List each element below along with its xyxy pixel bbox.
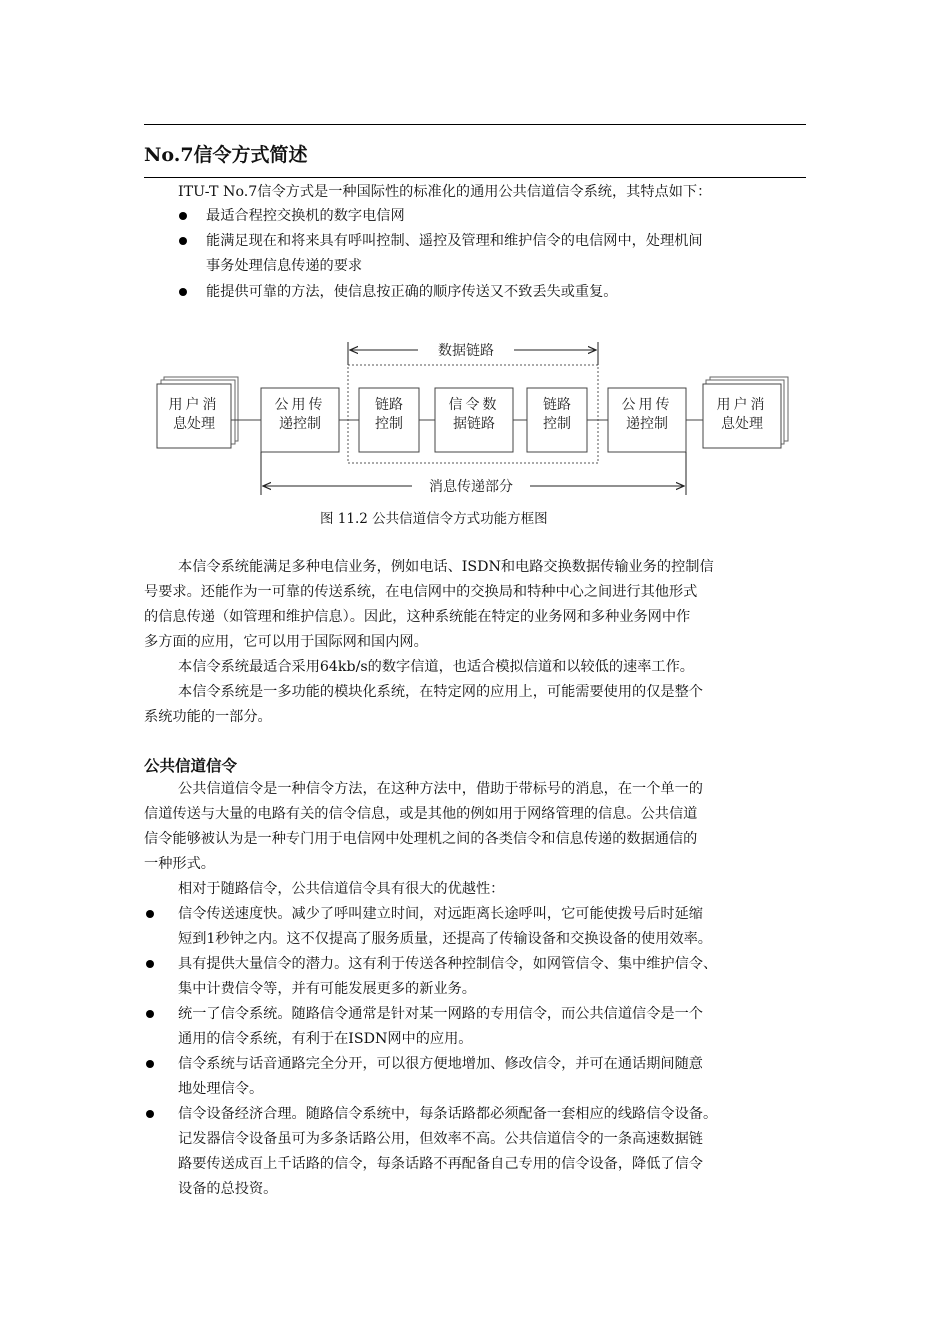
advantage-item-cont: 路要传送成百上千话路的信令，每条话路不再配备自己专用的信令设备，降低了信令: [178, 1156, 703, 1172]
advantage-item: 信令传送速度快。减少了呼叫建立时间，对远距离长途呼叫，它可能使拨号后时延缩: [178, 906, 703, 922]
paragraph-line: 本信令系统能满足多种电信业务，例如电话、ISDN和电路交换数据传输业务的控制信: [178, 559, 714, 575]
advantage-item: 信令设备经济合理。随路信令系统中，每条话路都必须配备一套相应的线路信令设备。: [178, 1106, 718, 1122]
paragraph-line: 多方面的应用，它可以用于国际网和国内网。: [144, 634, 428, 650]
top-rule: [144, 124, 806, 125]
paragraph-line: 系统功能的一部分。: [144, 709, 272, 725]
intro-text: ITU-T No.7信令方式是一种国际性的标准化的通用公共信道信令系统，其特点如下：: [178, 184, 712, 200]
svg-text:控制: 控制: [375, 416, 403, 432]
advantage-item-cont: 地处理信令。: [178, 1081, 264, 1097]
data-link-label: 数据链路: [438, 343, 494, 359]
paragraph-line: 本信令系统最适合采用64kb/s的数字信道，也适合模拟信道和以较低的速率工作。: [178, 659, 694, 675]
bullet-dot: [179, 288, 187, 296]
feature-item: 最适合程控交换机的数字电信网: [206, 208, 405, 224]
bullet-dot: [146, 1060, 154, 1068]
bullet-dot: [146, 1010, 154, 1018]
svg-text:公用传: 公用传: [274, 397, 326, 413]
advantage-item-cont: 记发器信令设备虽可为多条话路公用，但效率不高。公共信道信令的一条高速数据链: [178, 1131, 703, 1147]
feature-item-cont: 事务处理信息传递的要求: [206, 258, 363, 274]
paragraph-line: 一种形式。: [144, 856, 215, 872]
svg-text:公用传: 公用传: [621, 397, 673, 413]
title-rule: [144, 177, 806, 178]
mtp-label: 消息传递部分: [429, 479, 513, 495]
svg-text:息处理: 息处理: [721, 416, 763, 432]
figure-caption: 图 11.2 公共信道信令方式功能方框图: [320, 511, 548, 527]
paragraph-line: 本信令系统是一多功能的模块化系统，在特定网的应用上，可能需要使用的仅是整个: [178, 684, 703, 700]
paragraph-line: 相对于随路信令，公共信道信令具有很大的优越性：: [178, 881, 505, 897]
section-heading: 公共信道信令: [144, 756, 238, 775]
advantage-item: 信令系统与话音通路完全分开，可以很方便地增加、修改信令，并可在通话期间随意: [178, 1056, 703, 1072]
paragraph-line: 信道传送与大量的电路有关的信令信息，或是其他的例如用于网络管理的信息。公共信道: [144, 806, 698, 822]
bullet-dot: [146, 960, 154, 968]
bullet-dot: [179, 237, 187, 245]
bullet-dot: [146, 1110, 154, 1118]
advantage-item: 具有提供大量信令的潜力。这有利于传送各种控制信令，如网管信令、集中维护信令、: [178, 956, 718, 972]
svg-text:信令数: 信令数: [448, 397, 500, 413]
feature-item: 能满足现在和将来具有呼叫控制、遥控及管理和维护信令的电信网中，处理机间: [206, 233, 703, 249]
bullet-dot: [146, 910, 154, 918]
advantage-item-cont: 集中计费信令等，并有可能发展更多的新业务。: [178, 981, 476, 997]
paragraph-line: 信令能够被认为是一种专门用于电信网中处理机之间的各类信令和信息传递的数据通信的: [144, 831, 698, 847]
paragraph-line: 的信息传递（如管理和维护信息）。因此，这种系统能在特定的业务网和多种业务网中作: [144, 609, 691, 625]
paragraph-line: 号要求。还能作为一可靠的传送系统，在电信网中的交换局和特种中心之间进行其他形式: [144, 584, 698, 600]
feature-item: 能提供可靠的方法，使信息按正确的顺序传送又不致丢失或重复。: [206, 284, 618, 300]
svg-text:据链路: 据链路: [453, 416, 495, 432]
advantage-item-cont: 通用的信令系统，有利于在ISDN网中的应用。: [178, 1031, 473, 1047]
svg-text:控制: 控制: [543, 416, 571, 432]
advantage-item-cont: 设备的总投资。: [178, 1181, 278, 1197]
advantage-item: 统一了信令系统。随路信令通常是针对某一网路的专用信令，而公共信道信令是一个: [178, 1006, 703, 1022]
svg-text:链路: 链路: [375, 397, 403, 413]
svg-text:链路: 链路: [543, 397, 571, 413]
advantage-item-cont: 短到1秒钟之内。这不仅提高了服务质量，还提高了传输设备和交换设备的使用效率。: [178, 931, 712, 947]
svg-text:用户消: 用户消: [168, 397, 220, 413]
page-title: No.7信令方式简述: [144, 144, 308, 166]
svg-text:递控制: 递控制: [626, 416, 668, 432]
svg-text:用户消: 用户消: [716, 397, 768, 413]
paragraph-line: 公共信道信令是一种信令方法，在这种方法中，借助于带标号的消息，在一个单一的: [178, 781, 703, 797]
svg-text:息处理: 息处理: [173, 416, 215, 432]
signaling-block-diagram: [150, 335, 800, 500]
bullet-dot: [179, 212, 187, 220]
svg-text:递控制: 递控制: [279, 416, 321, 432]
